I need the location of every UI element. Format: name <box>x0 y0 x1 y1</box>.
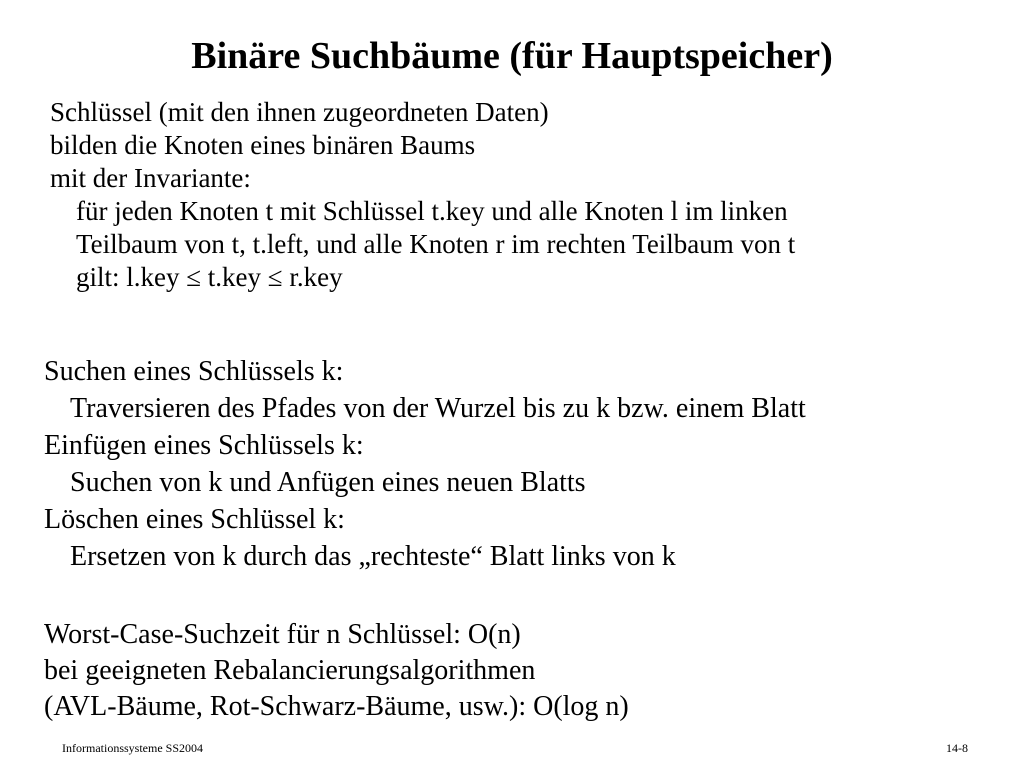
footer-page-number: 14-8 <box>946 741 968 755</box>
invariant-line: gilt: l.key ≤ t.key ≤ r.key <box>76 262 343 292</box>
slide-title: Binäre Suchbäume (für Hauptspeicher) <box>191 35 833 77</box>
operation-description: Suchen von k und Anfügen eines neuen Blatts <box>70 467 586 498</box>
footer-course: Informationssysteme SS2004 <box>62 741 203 755</box>
definition-line: Schlüssel (mit den ihnen zugeordneten Daten) <box>50 97 549 127</box>
operation-heading: Suchen eines Schlüssels k: <box>44 356 344 387</box>
definition-line: mit der Invariante: <box>50 163 251 193</box>
complexity-line: Worst-Case-Suchzeit für n Schlüssel: O(n) <box>44 619 521 650</box>
complexity-line: (AVL-Bäume, Rot-Schwarz-Bäume, usw.): O(log n) <box>44 691 629 722</box>
operation-heading: Einfügen eines Schlüssels k: <box>44 430 364 461</box>
operation-description: Traversieren des Pfades von der Wurzel bis zu k bzw. einem Blatt <box>70 393 806 424</box>
complexity-line: bei geeigneten Rebalancierungsalgorithmen <box>44 655 536 686</box>
definition-line: bilden die Knoten eines binären Baums <box>50 130 476 160</box>
operation-description: Ersetzen von k durch das „rechteste“ Blatt links von k <box>70 541 676 572</box>
operation-heading: Löschen eines Schlüssel k: <box>44 504 345 535</box>
invariant-line: für jeden Knoten t mit Schlüssel t.key und alle Knoten l im linken <box>76 196 788 226</box>
invariant-line: Teilbaum von t, t.left, und alle Knoten r im rechten Teilbaum von t <box>76 229 796 259</box>
